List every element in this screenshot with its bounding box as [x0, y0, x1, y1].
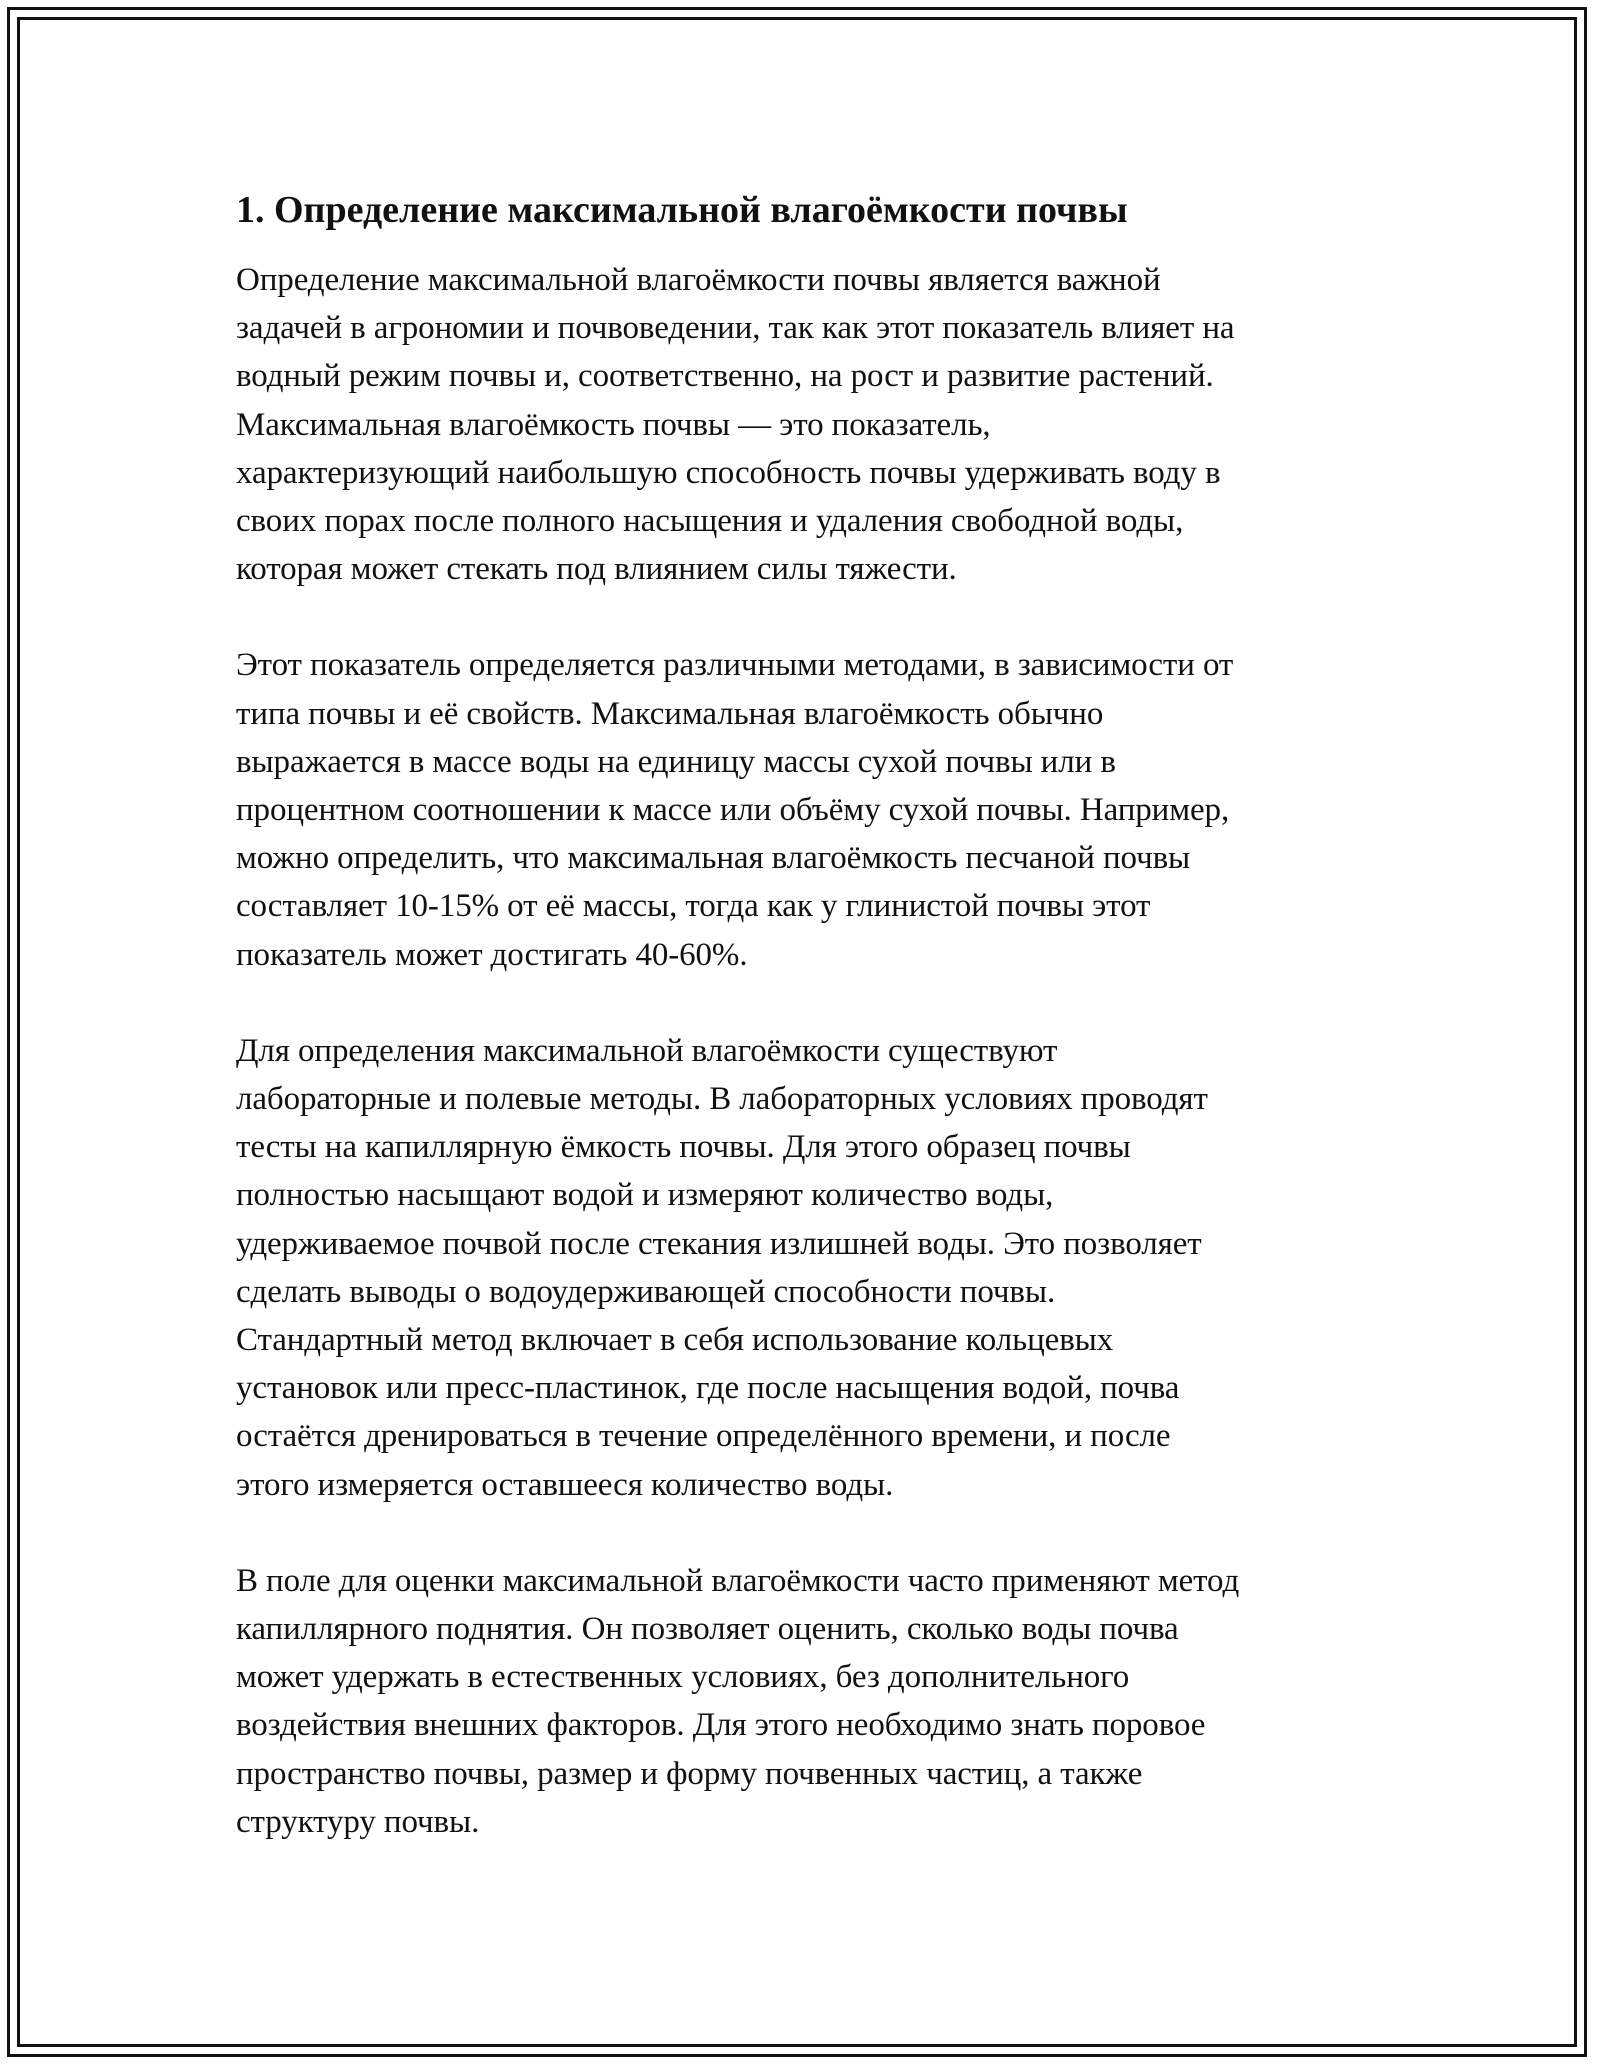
paragraph-line: можно определить, что максимальная влагоёмкость песчаной почвы [236, 840, 1191, 877]
paragraph-line: лабораторные и полевые методы. В лабораторных условиях проводят [236, 1081, 1208, 1118]
paragraph-line: этого измеряется оставшееся количество воды. [236, 1466, 894, 1503]
paragraph-2 [236, 641, 1396, 978]
paragraph-line: сделать выводы о водоудерживающей способности почвы. [236, 1273, 1056, 1310]
paragraph-line: которая может стекать под влиянием силы тяжести. [236, 551, 957, 588]
paragraph-line: структуру почвы. [236, 1803, 480, 1840]
paragraph-line: водный режим почвы и, соответственно, на рост и развитие растений. [236, 358, 1214, 395]
paragraph-line: процентном соотношении к массе или объёму сухой почвы. Например, [236, 792, 1230, 829]
paragraph-line: В поле для оценки максимальной влагоёмкости часто применяют метод [236, 1562, 1240, 1599]
paragraph-line: типа почвы и её свойств. Максимальная влагоёмкость обычно [236, 695, 1104, 732]
paragraph-line: задачей в агрономии и почвоведении, так как этот показатель влияет на [236, 310, 1235, 347]
paragraph-line: установок или пресс-пластинок, где после насыщения водой, почва [236, 1370, 1180, 1407]
paragraph-3 [236, 1027, 1396, 1509]
paragraph-1 [236, 256, 1396, 593]
paragraph-4 [236, 1557, 1396, 1846]
paragraph-line: Стандартный метод включает в себя использование кольцевых [236, 1322, 1114, 1359]
paragraph-line: может удержать в естественных условиях, без дополнительного [236, 1659, 1130, 1696]
paragraph-line: Для определения максимальной влагоёмкости существуют [236, 1032, 1058, 1069]
paragraph-line: Максимальная влагоёмкость почвы — это показатель, [236, 406, 991, 443]
paragraph-line: составляет 10-15% от её массы, тогда как у глинистой почвы этот [236, 888, 1151, 925]
paragraph-line: Определение максимальной влагоёмкости почвы является важной [236, 262, 1161, 298]
paragraph-line: выражается в массе воды на единицу массы сухой почвы или в [236, 743, 1116, 780]
section-heading: 1. Определение максимальной влагоёмкости почвы [236, 189, 1128, 231]
paragraph-line: характеризующий наибольшую способность почвы удерживать воду в [236, 454, 1221, 491]
paragraph-line: удерживаемое почвой после стекания излишней воды. Это позволяет [236, 1225, 1202, 1262]
paragraph-line: воздействия внешних факторов. Для этого необходимо знать поровое [236, 1707, 1206, 1744]
paragraph-line: полностью насыщают водой и измеряют количество воды, [236, 1177, 1054, 1214]
paragraph-line: показатель может достигать 40-60%. [236, 936, 748, 973]
paragraph-line: пространство почвы, размер и форму почвенных частиц, а также [236, 1755, 1143, 1792]
document-body [236, 186, 1396, 1894]
paragraph-line: капиллярного поднятия. Он позволяет оценить, сколько воды почва [236, 1611, 1179, 1648]
paragraph-line: своих порах после полного насыщения и удаления свободной воды, [236, 503, 1184, 540]
paragraph-line: тесты на капиллярную ёмкость почвы. Для этого образец почвы [236, 1129, 1131, 1166]
paragraph-line: Этот показатель определяется различными методами, в зависимости от [236, 647, 1234, 684]
paragraph-line: остаётся дренироваться в течение определённого времени, и после [236, 1418, 1171, 1455]
